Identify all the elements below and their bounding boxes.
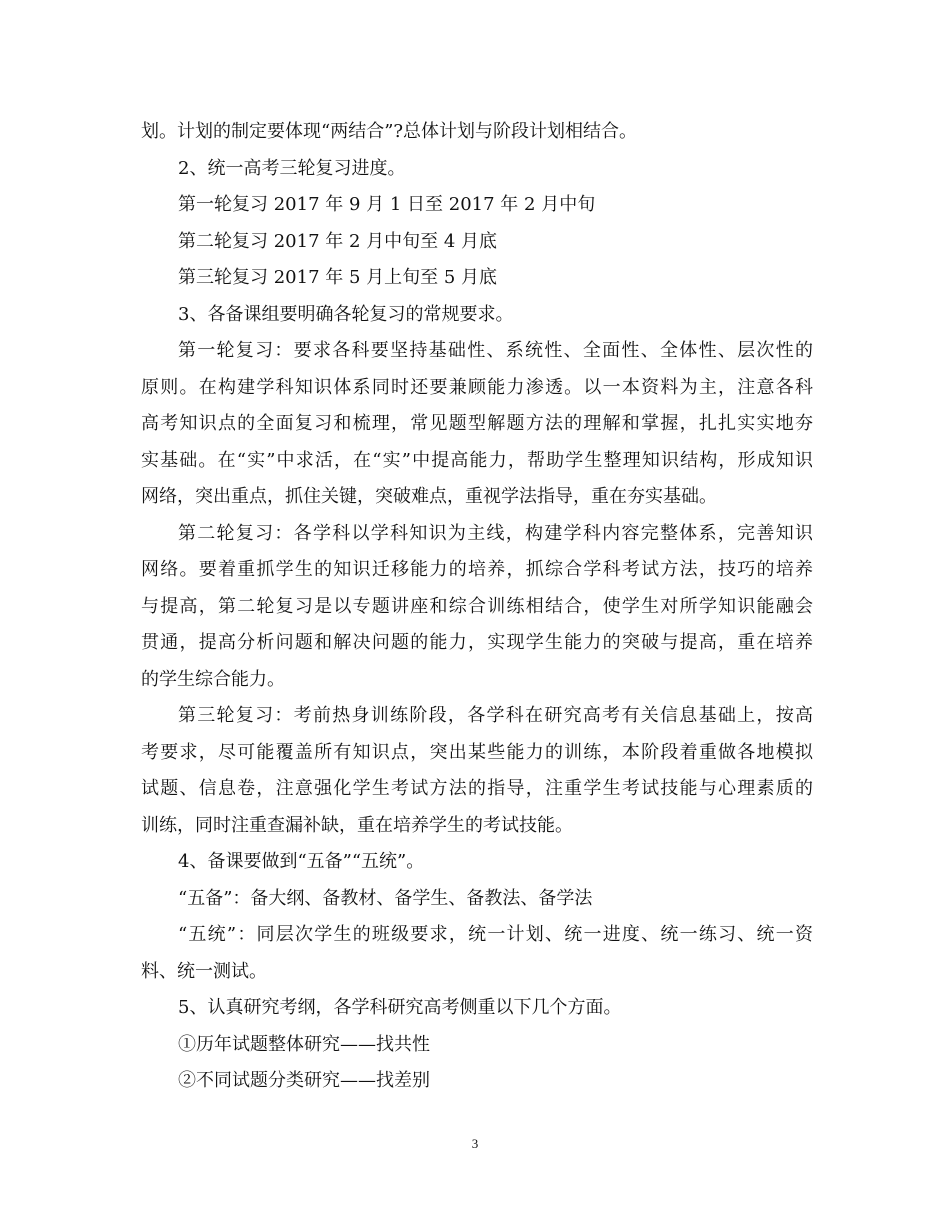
page-number: 3 [471,1136,479,1151]
text-line: 训练，同时注重查漏补缺，重在培养学生的考试技能。 [141,814,573,836]
text-line: “五统”：同层次学生的班级要求，统一计划、统一进度、统一练习、统一资 [178,924,813,945]
text-line: 第三轮复习：考前热身训练阶段，各学科在研究高考有关信息基础上，按高 [178,705,813,726]
text-line: “五备”：备大纲、备教材、备学生、备教法、备学法 [178,887,593,909]
text-line: 第一轮复习：要求各科要坚持基础性、系统性、全面性、全体性、层次性的 [178,340,813,361]
text-line: 第一轮复习 2017 年 9 月 1 日至 2017 年 2 月中旬 [178,194,596,215]
text-line: 第二轮复习：各学科以学科知识为主线，构建学科内容完整体系，完善知识 [178,522,813,544]
text-line: 与提高，第二轮复习是以专题讲座和综合训练相结合，使学生对所学知识能融会 [141,595,813,617]
text-line: 实基础。在“实”中求活，在“实”中提高能力，帮助学生整理知识结构，形成知识 [141,449,813,471]
text-line: 网络。要着重抓学生的知识迁移能力的培养，抓综合学科考试方法，技巧的培养 [141,559,813,580]
text-line: 划。计划的制定要体现“两结合”?总体计划与阶段计划相结合。 [141,121,638,142]
text-line: 网络，突出重点，抓住关键，突破难点，重视学法指导，重在夯实基础。 [141,486,717,507]
text-line: 料、统一测试。 [141,960,267,982]
text-line: 第二轮复习 2017 年 2 月中旬至 4 月底 [178,230,498,252]
text-line: 贯通，提高分析问题和解决问题的能力，实现学生能力的突破与提高，重在培养 [141,632,813,653]
text-line: 第三轮复习 2017 年 5 月上旬至 5 月底 [178,267,498,288]
text-line: 考要求，尽可能覆盖所有知识点，突出某些能力的训练，本阶段着重做各地模拟 [141,741,813,763]
document-body [141,114,813,1100]
text-line: 的学生综合能力。 [141,668,285,690]
section-heading: 4、备课要做到“五备”“五统”。 [178,851,425,872]
section-heading: 5、认真研究考纲，各学科研究高考侧重以下几个方面。 [178,997,622,1018]
list-item: ①历年试题整体研究——找共性 [178,1033,430,1055]
section-heading: 2、统一高考三轮复习进度。 [178,157,406,179]
text-line: 高考知识点的全面复习和梳理，常见题型解题方法的理解和掌握，扎扎实实地夯 [141,413,813,434]
section-heading: 3、各备课组要明确各轮复习的常规要求。 [178,303,514,325]
list-item: ②不同试题分类研究——找差别 [178,1070,430,1091]
text-line: 试题、信息卷，注意强化学生考试方法的指导，注重学生考试技能与心理素质的 [141,778,813,799]
text-line: 原则。在构建学科知识体系同时还要兼顾能力渗透。以一本资料为主，注意各科 [141,376,813,398]
